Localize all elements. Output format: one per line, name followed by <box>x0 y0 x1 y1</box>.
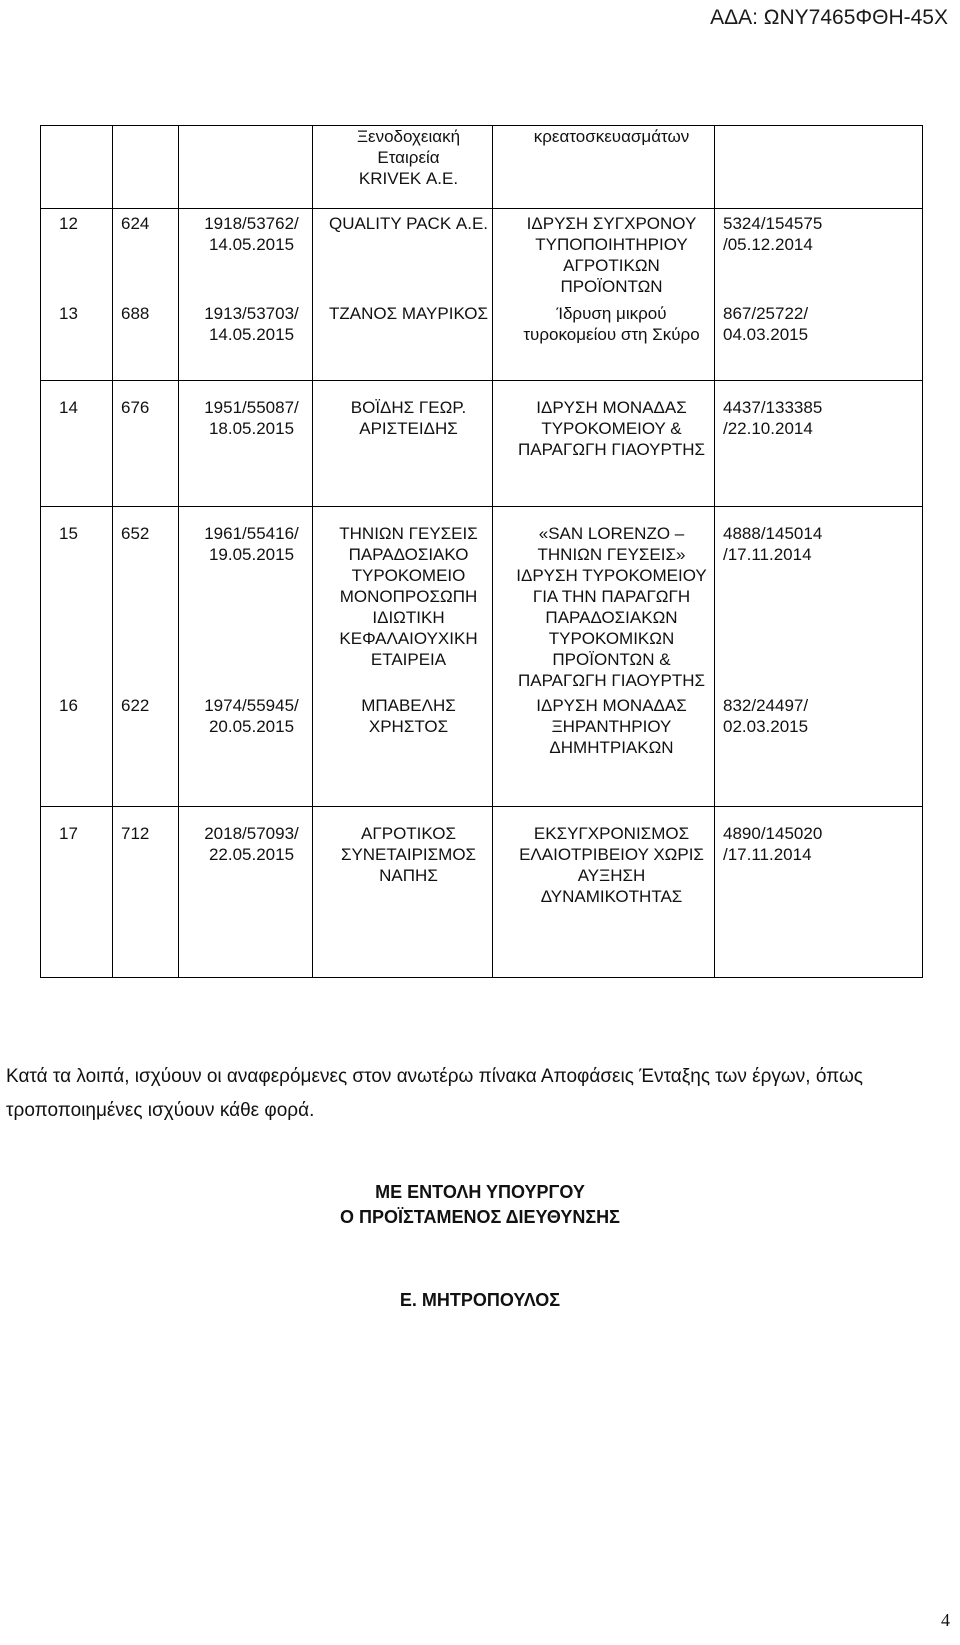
cell-line: ΙΔΡΥΣΗ ΜΟΝΑΔΑΣ <box>536 398 687 417</box>
cell-line: Ίδρυση μικρού <box>556 304 667 323</box>
cell-no <box>41 381 113 507</box>
cell-line: ΓΙΑ ΤΗΝ ΠΑΡΑΓΩΓΗ <box>532 587 691 606</box>
cell-line: ΤΥΡΟΚΟΜΕΙΟ <box>351 566 466 585</box>
cell-line: ΒΟΪΔΗΣ ΓΕΩΡ. <box>350 398 467 417</box>
signature-name: Ε. ΜΗΤΡΟΠΟΥΛΟΣ <box>399 1290 561 1310</box>
cell-line: ΤΥΠΟΠΟΙΗΤΗΡΙΟΥ <box>535 235 688 254</box>
table-row <box>41 507 923 807</box>
cell-line: 2018/57093/ <box>204 824 299 843</box>
cell-decision <box>179 381 313 507</box>
cell-inclusion <box>715 126 923 209</box>
cell-no <box>41 126 113 209</box>
table-row <box>41 381 923 507</box>
cell-line: 13 <box>59 304 78 323</box>
cell-line: 22.05.2015 <box>208 845 295 864</box>
cell-beneficiary <box>313 381 493 507</box>
cell-line: 688 <box>121 304 150 323</box>
cell-line: 676 <box>121 398 150 417</box>
cell-line: ΙΔΡΥΣΗ ΜΟΝΑΔΑΣ <box>536 696 687 715</box>
cell-line: ΕΛΑΙΟΤΡΙΒΕΙΟΥ ΧΩΡΙΣ <box>519 845 704 864</box>
cell-line: /05.12.2014 <box>723 235 813 254</box>
cell-line: QUALITY PACK Α.Ε. <box>328 214 489 233</box>
cell-inclusion <box>715 209 923 381</box>
table-row <box>41 807 923 978</box>
cell-line: 4890/145020 <box>723 824 823 843</box>
cell-line: «SAN LORENZO – <box>538 524 685 543</box>
table-row <box>41 126 923 209</box>
cell-line: ΞΗΡΑΝΤΗΡΙΟΥ <box>551 717 672 736</box>
cell-protocol <box>113 381 179 507</box>
note-line-2: τροποποιημένες ισχύουν κάθε φορά. <box>6 1100 315 1121</box>
cell-line: 17 <box>59 824 78 843</box>
cell-inclusion <box>715 807 923 978</box>
cell-protocol <box>113 209 179 381</box>
cell-beneficiary <box>313 807 493 978</box>
cell-project-title <box>493 209 715 381</box>
cell-line: 1913/53703/ <box>204 304 299 323</box>
cell-protocol <box>113 507 179 807</box>
cell-line: ΠΡΟΪΟΝΤΩΝ <box>560 277 663 296</box>
projects-table <box>40 125 923 978</box>
ada-code: ΑΔΑ: ΩΝΥ7465ΦΘΗ-45Χ <box>710 6 948 29</box>
cell-no <box>41 507 113 807</box>
cell-line: 14 <box>59 398 78 417</box>
cell-line: KRIVEK Α.Ε. <box>358 169 459 188</box>
cell-line: 622 <box>121 696 150 715</box>
cell-line: ΠΑΡΑΔΟΣΙΑΚΟ <box>348 545 469 564</box>
cell-line: ΧΡΗΣΤΟΣ <box>368 717 449 736</box>
cell-protocol <box>113 807 179 978</box>
cell-line: 14.05.2015 <box>208 325 295 344</box>
cell-project-title <box>493 381 715 507</box>
cell-line: 624 <box>121 214 150 233</box>
cell-line: Εταιρεία <box>377 148 440 167</box>
note-paragraph <box>6 1060 956 1128</box>
cell-line: ΑΓΡΟΤΙΚΩΝ <box>563 256 660 275</box>
cell-line: ΠΡΟΪΟΝΤΩΝ & <box>552 650 671 669</box>
cell-line: ΑΓΡΟΤΙΚΟΣ <box>361 824 456 843</box>
cell-no <box>41 807 113 978</box>
cell-beneficiary <box>313 126 493 209</box>
cell-line: 18.05.2015 <box>208 419 295 438</box>
cell-line: /17.11.2014 <box>723 845 812 864</box>
cell-line: 1951/55087/ <box>204 398 299 417</box>
cell-line: 1974/55945/ <box>204 696 299 715</box>
cell-line: 12 <box>59 214 78 233</box>
cell-decision <box>179 807 313 978</box>
cell-line: ΤΥΡΟΚΟΜΕΙΟΥ & <box>541 419 682 438</box>
page-number: 4 <box>941 1610 950 1630</box>
cell-line: 04.03.2015 <box>723 325 809 344</box>
cell-line: 4888/145014 <box>723 524 823 543</box>
cell-protocol <box>113 126 179 209</box>
cell-line: 16 <box>59 696 78 715</box>
cell-project-title <box>493 126 715 209</box>
cell-line: 867/25722/ <box>723 304 809 323</box>
cell-line: /22.10.2014 <box>723 419 813 438</box>
cell-line: 14.05.2015 <box>208 235 295 254</box>
note-line-1: Κατά τα λοιπά, ισχύουν οι αναφερόμενες στον ανωτέρω πίνακα Αποφάσεις Ένταξης των έργων, όπως <box>6 1066 863 1087</box>
cell-line: ΔΗΜΗΤΡΙΑΚΩΝ <box>549 738 674 757</box>
cell-decision <box>179 209 313 381</box>
cell-line: ΚΕΦΑΛΑΙΟΥΧΙΚΗ <box>339 629 478 648</box>
cell-line: 15 <box>59 524 78 543</box>
cell-line: ΠΑΡΑΔΟΣΙΑΚΩΝ <box>545 608 678 627</box>
cell-line: ΤΗΝΙΩΝ ΓΕΥΣΕΙΣ» <box>537 545 686 564</box>
cell-line: ΠΑΡΑΓΩΓΗ ΓΙΑΟΥΡΤΗΣ <box>517 440 706 459</box>
cell-line: ΤΗΝΙΩΝ ΓΕΥΣΕΙΣ <box>339 524 478 543</box>
cell-line: ΕΚΣΥΓΧΡΟΝΙΣΜΟΣ <box>533 824 690 843</box>
cell-line: ΙΔΡΥΣΗ ΣΥΓΧΡΟΝΟΥ <box>526 214 697 233</box>
cell-line: ΝΑΠΗΣ <box>379 866 438 885</box>
cell-line: Ξενοδοχειακή <box>356 127 461 146</box>
cell-line: 652 <box>121 524 150 543</box>
cell-line: τυροκομείου στη Σκύρο <box>523 325 700 344</box>
cell-line: ΠΑΡΑΓΩΓΗ ΓΙΑΟΥΡΤΗΣ <box>517 671 706 690</box>
cell-decision <box>179 507 313 807</box>
cell-line: 1918/53762/ <box>204 214 299 233</box>
cell-line: 712 <box>121 824 150 843</box>
cell-line: ΤΖΑΝΟΣ ΜΑΥΡΙΚΟΣ <box>328 304 489 323</box>
cell-inclusion <box>715 507 923 807</box>
cell-inclusion <box>715 381 923 507</box>
cell-line: 19.05.2015 <box>208 545 295 564</box>
signature-line-2: Ο ΠΡΟΪΣΤΑΜΕΝΟΣ ΔΙΕΥΘΥΝΣΗΣ <box>340 1207 620 1227</box>
cell-line: ΣΥΝΕΤΑΙΡΙΣΜΟΣ <box>340 845 477 864</box>
cell-project-title <box>493 507 715 807</box>
cell-project-title <box>493 807 715 978</box>
cell-line: ΔΥΝΑΜΙΚΟΤΗΤΑΣ <box>540 887 683 906</box>
cell-line: 20.05.2015 <box>208 717 295 736</box>
cell-line: ΑΥΞΗΣΗ <box>577 866 646 885</box>
cell-decision <box>179 126 313 209</box>
cell-line: ΤΥΡΟΚΟΜΙΚΩΝ <box>548 629 675 648</box>
cell-line: ΙΔΡΥΣΗ ΤΥΡΟΚΟΜΕΙΟΥ <box>516 566 707 585</box>
cell-beneficiary <box>313 507 493 807</box>
cell-line: ΕΤΑΙΡΕΙΑ <box>370 650 447 669</box>
cell-line: 02.03.2015 <box>723 717 809 736</box>
cell-line: 832/24497/ <box>723 696 809 715</box>
cell-beneficiary <box>313 209 493 381</box>
cell-no <box>41 209 113 381</box>
cell-line: ΙΔΙΩΤΙΚΗ <box>372 608 445 627</box>
cell-line: ΑΡΙΣΤΕΙΔΗΣ <box>359 419 458 438</box>
cell-line: 5324/154575 <box>723 214 823 233</box>
cell-line: ΜΠΑΒΕΛΗΣ <box>361 696 456 715</box>
signature-line-1: ΜΕ ΕΝΤΟΛΗ ΥΠΟΥΡΓΟΥ <box>375 1182 585 1202</box>
cell-line: 1961/55416/ <box>204 524 299 543</box>
cell-line: /17.11.2014 <box>723 545 812 564</box>
cell-line: 4437/133385 <box>723 398 823 417</box>
table-row <box>41 209 923 381</box>
cell-line: ΜΟΝΟΠΡΟΣΩΠΗ <box>339 587 478 606</box>
cell-line: κρεατοσκευασμάτων <box>533 127 690 146</box>
